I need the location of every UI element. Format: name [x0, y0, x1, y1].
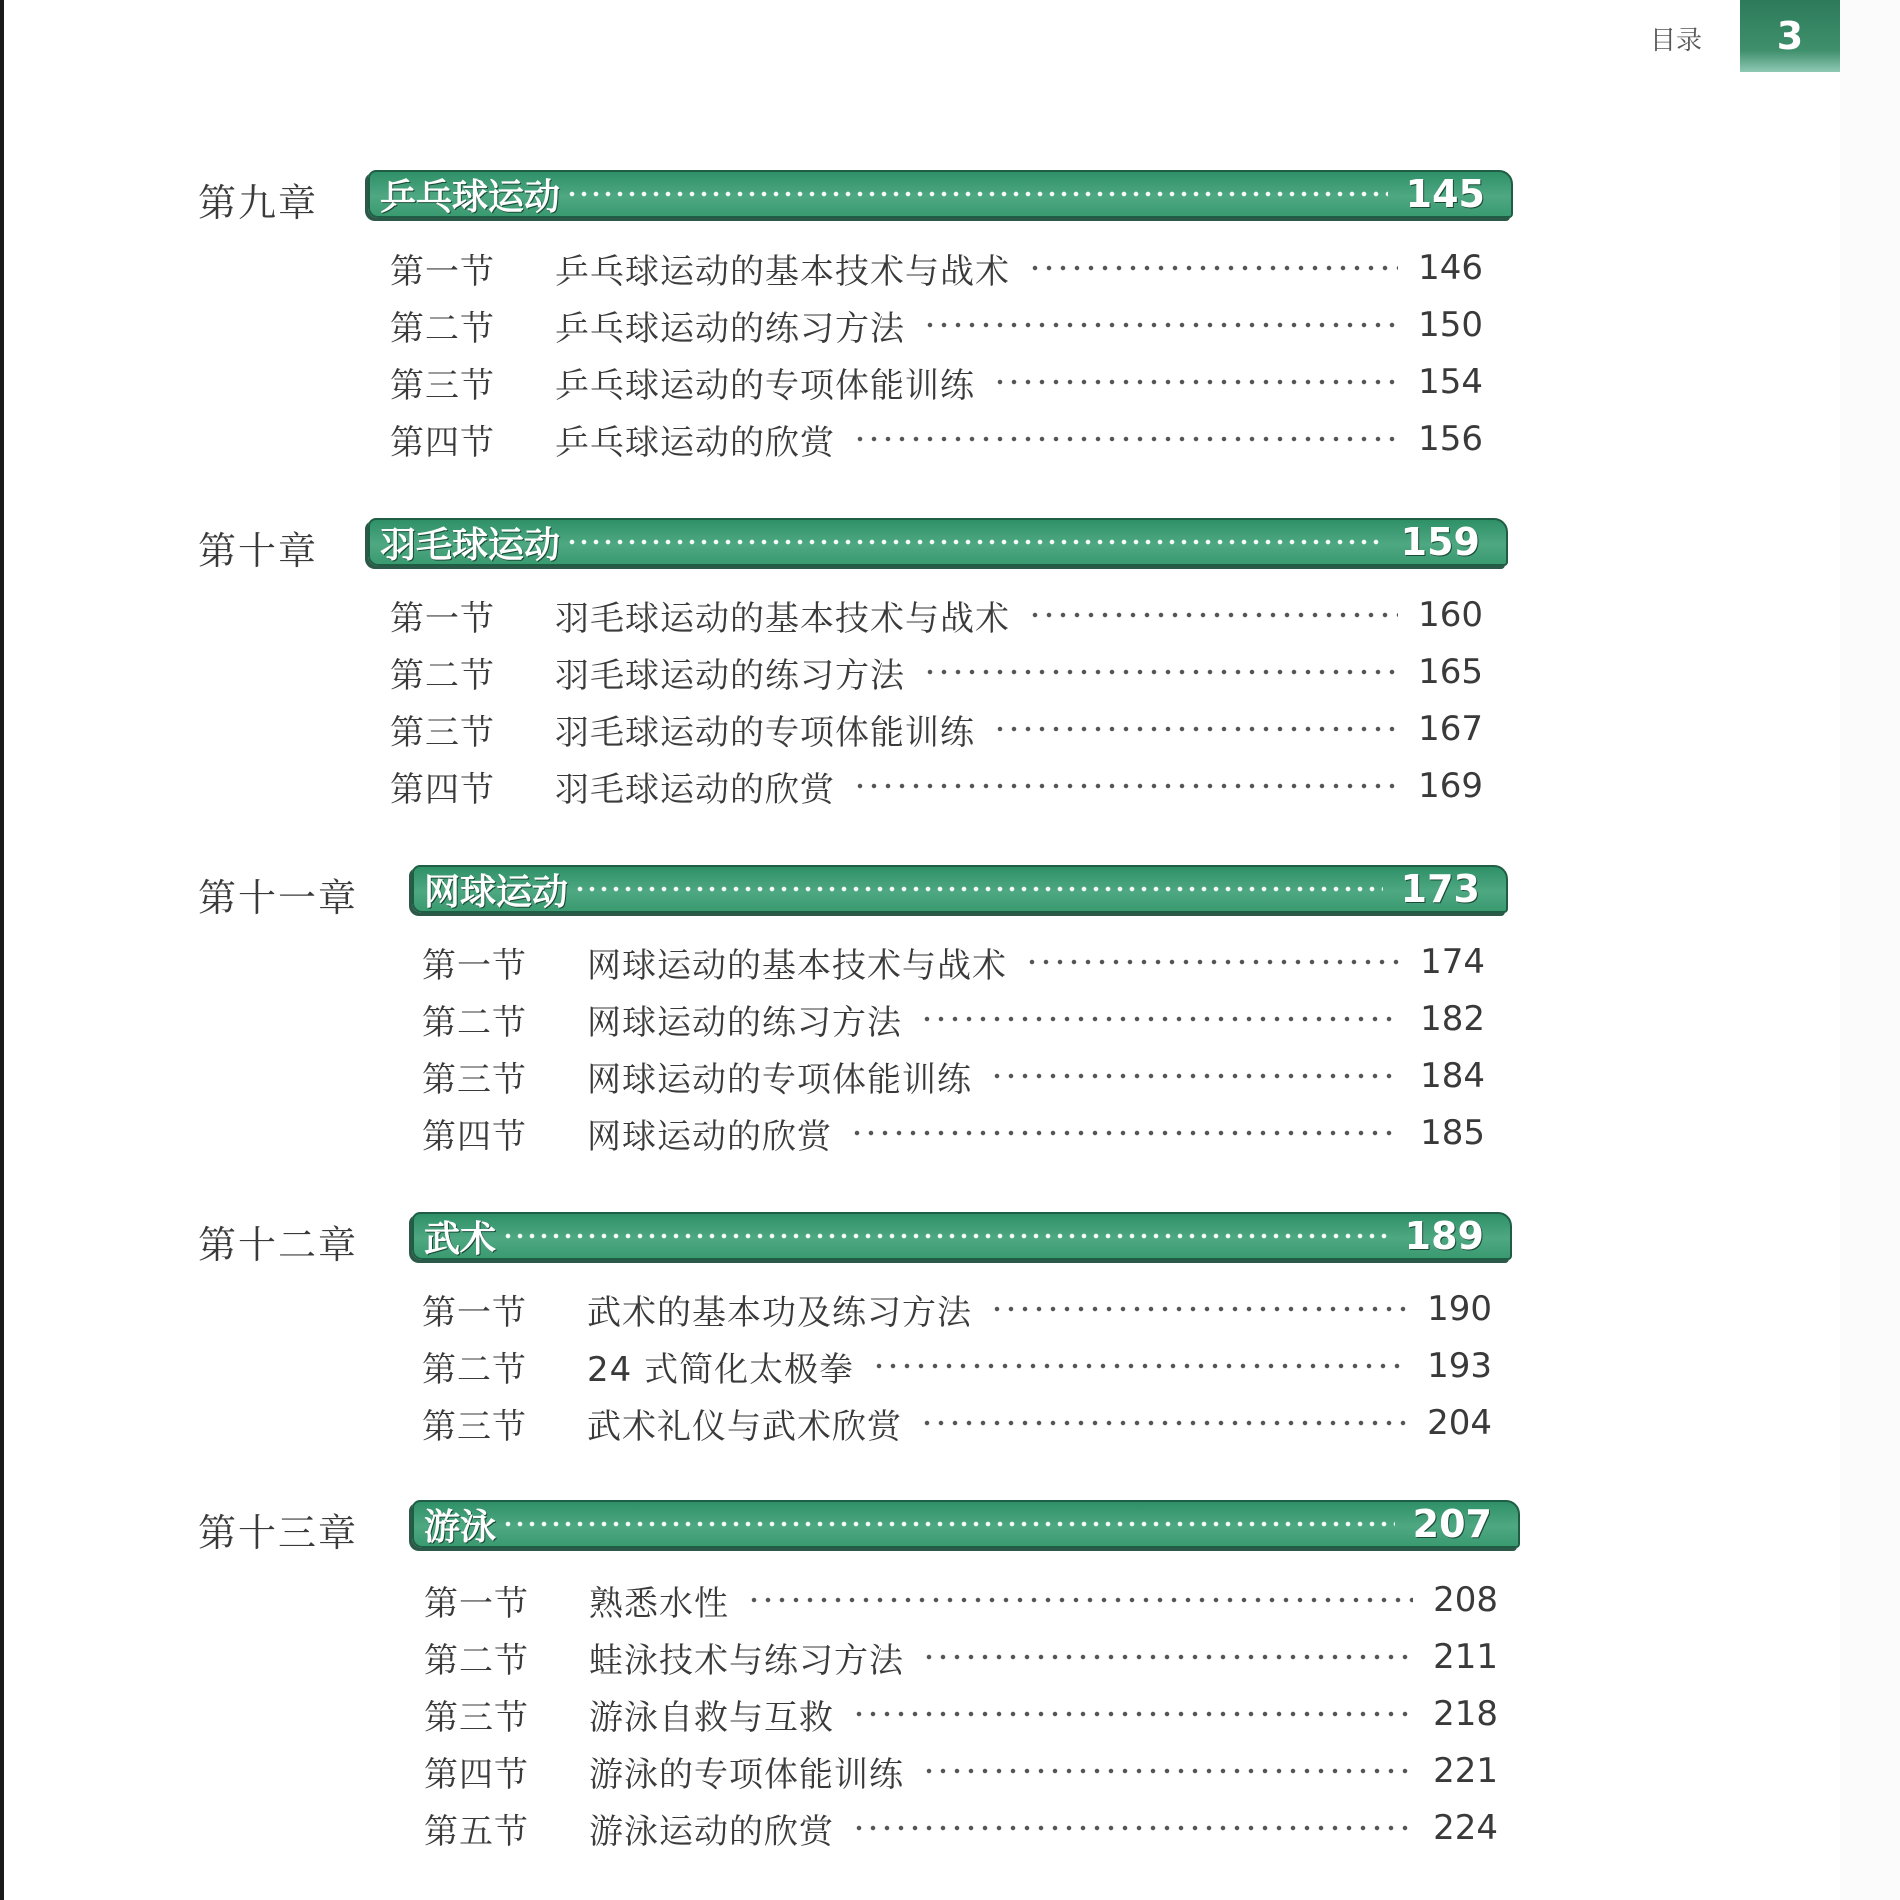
- page-number: 3: [1776, 14, 1804, 58]
- section-page-number: 167: [1418, 709, 1483, 749]
- chapter-title: 乒乓球运动: [380, 176, 561, 218]
- section-page-number: 190: [1427, 1289, 1492, 1329]
- toc-entry[interactable]: [390, 245, 1483, 291]
- section-page-number: 165: [1418, 652, 1483, 692]
- header-label: 目录: [1650, 26, 1703, 56]
- page-right-margin: [1840, 0, 1900, 1900]
- chapter-title-bar[interactable]: [412, 1500, 1520, 1548]
- chapter-page-number: 145: [1405, 172, 1485, 216]
- chapter-label: 第十三章: [198, 1511, 359, 1555]
- toc-entry[interactable]: [424, 1748, 1498, 1794]
- section-leader-dots: [1028, 611, 1398, 619]
- section-page-number: 174: [1420, 942, 1485, 982]
- chapter-label: 第十二章: [198, 1223, 359, 1267]
- section-title: 网球运动的专项体能训练: [587, 1059, 972, 1100]
- section-title: 乒乓球运动的基本技术与战术: [555, 251, 1010, 292]
- section-page-number: 193: [1427, 1346, 1492, 1386]
- section-page-number: 185: [1420, 1113, 1485, 1153]
- toc-entry[interactable]: [390, 592, 1483, 638]
- toc-entry[interactable]: [424, 1577, 1498, 1623]
- section-number: 第三节: [422, 1406, 527, 1447]
- section-number: 第四节: [390, 422, 495, 463]
- section-leader-dots: [993, 725, 1398, 733]
- section-leader-dots: [852, 1710, 1413, 1718]
- toc-entry[interactable]: [390, 359, 1483, 405]
- section-leader-dots: [920, 1419, 1407, 1427]
- page-header: [1650, 0, 1840, 80]
- section-leader-dots: [872, 1362, 1407, 1370]
- chapter-label: 第十一章: [198, 876, 359, 920]
- section-number: 第三节: [422, 1059, 527, 1100]
- chapter-title: 游泳: [424, 1506, 497, 1548]
- chapter-page-number: 207: [1412, 1502, 1492, 1546]
- section-page-number: 211: [1433, 1637, 1498, 1677]
- section-page-number: 146: [1418, 248, 1483, 288]
- section-title: 网球运动的欣赏: [587, 1116, 832, 1157]
- chapter-title-bar[interactable]: [412, 865, 1508, 913]
- section-title: 乒乓球运动的欣赏: [555, 422, 835, 463]
- section-number: 第二节: [390, 655, 495, 696]
- section-number: 第四节: [424, 1754, 529, 1795]
- section-page-number: 156: [1418, 419, 1483, 459]
- toc-entry[interactable]: [390, 649, 1483, 695]
- toc-entry[interactable]: [422, 1110, 1485, 1156]
- page-number-badge: [1740, 0, 1840, 72]
- section-page-number: 150: [1418, 305, 1483, 345]
- section-number: 第一节: [424, 1583, 529, 1624]
- section-leader-dots: [922, 1653, 1413, 1661]
- section-leader-dots: [853, 435, 1398, 443]
- toc-entry[interactable]: [424, 1634, 1498, 1680]
- section-leader-dots: [852, 1824, 1413, 1832]
- section-leader-dots: [990, 1072, 1400, 1080]
- section-title: 蛙泳技术与练习方法: [589, 1640, 904, 1681]
- section-number: 第三节: [424, 1697, 529, 1738]
- chapter-page-number: 189: [1404, 1214, 1484, 1258]
- section-title: 游泳的专项体能训练: [589, 1754, 904, 1795]
- chapter-leader-dots: [566, 539, 1383, 545]
- section-title: 羽毛球运动的专项体能训练: [555, 712, 975, 753]
- section-number: 第三节: [390, 712, 495, 753]
- section-number: 第二节: [424, 1640, 529, 1681]
- chapter-label: 第九章: [198, 181, 319, 225]
- section-number: 第三节: [390, 365, 495, 406]
- chapter-leader-dots: [574, 886, 1383, 892]
- section-title: 网球运动的基本技术与战术: [587, 945, 1007, 986]
- chapter-leader-dots: [502, 1233, 1387, 1239]
- toc-entry[interactable]: [422, 1400, 1492, 1446]
- section-leader-dots: [850, 1129, 1400, 1137]
- toc-entry[interactable]: [422, 1343, 1492, 1389]
- section-leader-dots: [990, 1305, 1407, 1313]
- page-left-edge: [0, 0, 4, 1900]
- toc-entry[interactable]: [390, 416, 1483, 462]
- section-title: 羽毛球运动的练习方法: [555, 655, 905, 696]
- section-leader-dots: [993, 378, 1398, 386]
- section-leader-dots: [920, 1015, 1400, 1023]
- section-title: 网球运动的练习方法: [587, 1002, 902, 1043]
- toc-entry[interactable]: [422, 1053, 1485, 1099]
- section-title: 武术的基本功及练习方法: [587, 1292, 972, 1333]
- section-page-number: 154: [1418, 362, 1483, 402]
- section-leader-dots: [853, 782, 1398, 790]
- section-leader-dots: [922, 1767, 1413, 1775]
- toc-entry[interactable]: [424, 1805, 1498, 1851]
- section-title: 羽毛球运动的欣赏: [555, 769, 835, 810]
- section-number: 第一节: [390, 251, 495, 292]
- section-page-number: 160: [1418, 595, 1483, 635]
- section-title: 武术礼仪与武术欣赏: [587, 1406, 902, 1447]
- section-number: 第一节: [390, 598, 495, 639]
- section-title: 熟悉水性: [589, 1583, 729, 1624]
- chapter-page-number: 173: [1400, 867, 1480, 911]
- toc-entry[interactable]: [390, 763, 1483, 809]
- chapter-title: 网球运动: [424, 871, 569, 913]
- section-title: 游泳自救与互救: [589, 1697, 834, 1738]
- toc-entry[interactable]: [390, 706, 1483, 752]
- section-title: 游泳运动的欣赏: [589, 1811, 834, 1852]
- section-number: 第四节: [422, 1116, 527, 1157]
- chapter-title-bar[interactable]: [412, 1212, 1512, 1260]
- section-page-number: 184: [1420, 1056, 1485, 1096]
- section-page-number: 182: [1420, 999, 1485, 1039]
- toc-entry[interactable]: [422, 996, 1485, 1042]
- chapter-title-bar[interactable]: [368, 170, 1513, 218]
- section-page-number: 169: [1418, 766, 1483, 806]
- section-leader-dots: [747, 1596, 1413, 1604]
- section-title: 乒乓球运动的练习方法: [555, 308, 905, 349]
- chapter-title-bar[interactable]: [368, 518, 1508, 566]
- chapter-title: 羽毛球运动: [380, 524, 561, 566]
- chapter-leader-dots: [566, 191, 1388, 197]
- section-leader-dots: [923, 668, 1398, 676]
- chapter-leader-dots: [502, 1521, 1395, 1527]
- section-leader-dots: [923, 321, 1398, 329]
- chapter-page-number: 159: [1400, 520, 1480, 564]
- section-number: 第四节: [390, 769, 495, 810]
- chapter-label: 第十章: [198, 529, 319, 573]
- section-title: 羽毛球运动的基本技术与战术: [555, 598, 1010, 639]
- toc-entry[interactable]: [390, 302, 1483, 348]
- chapter-title: 武术: [424, 1218, 497, 1260]
- section-page-number: 208: [1433, 1580, 1498, 1620]
- section-page-number: 224: [1433, 1808, 1498, 1848]
- section-number: 第二节: [422, 1349, 527, 1390]
- section-number: 第二节: [422, 1002, 527, 1043]
- section-page-number: 218: [1433, 1694, 1498, 1734]
- section-number: 第二节: [390, 308, 495, 349]
- toc-entry[interactable]: [422, 1286, 1492, 1332]
- section-number: 第五节: [424, 1811, 529, 1852]
- toc-entry[interactable]: [422, 939, 1485, 985]
- section-page-number: 221: [1433, 1751, 1498, 1791]
- toc-entry[interactable]: [424, 1691, 1498, 1737]
- section-page-number: 204: [1427, 1403, 1492, 1443]
- section-number: 第一节: [422, 1292, 527, 1333]
- section-number: 第一节: [422, 945, 527, 986]
- section-leader-dots: [1028, 264, 1398, 272]
- section-title: 24 式简化太极拳: [587, 1349, 855, 1390]
- section-leader-dots: [1025, 958, 1400, 966]
- section-title: 乒乓球运动的专项体能训练: [555, 365, 975, 406]
